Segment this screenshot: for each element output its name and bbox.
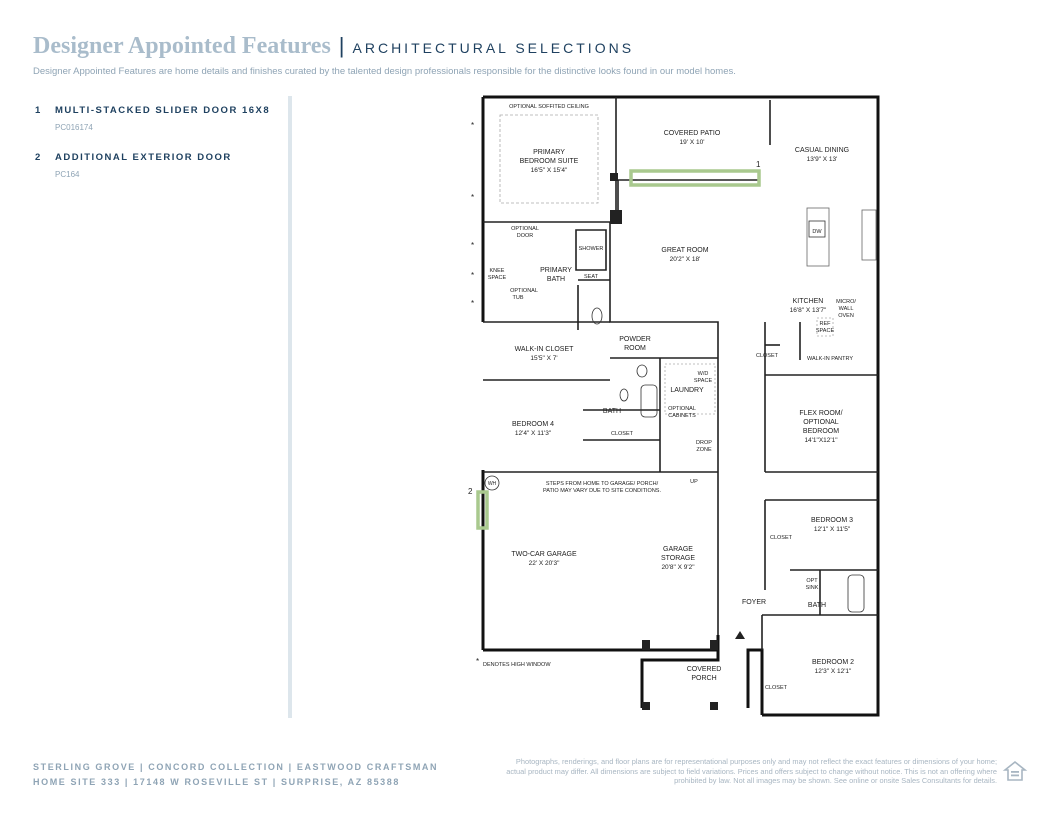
bedroom2-label-2: 12'3" X 12'1" <box>814 668 852 675</box>
micro-label-1: MICRO/ <box>836 299 856 305</box>
closet-label-bed2: CLOSET <box>764 685 788 691</box>
feature-number: 1 <box>35 105 41 116</box>
optional-cabinets-label-1: OPTIONAL <box>668 406 696 412</box>
soffit-label: OPTIONAL SOFFITED CEILING <box>509 104 589 110</box>
bath-label-1: BATH <box>602 408 622 415</box>
optional-door-label-2: DOOR <box>516 233 534 239</box>
intro-text: Designer Appointed Features are home details and finishes curated by the talented design professionals responsible for the distinctive looks found in our model homes. <box>33 66 736 77</box>
optional-door-label-1: OPTIONAL <box>511 226 539 232</box>
primary-bed-label-3: 16'5" X 15'4" <box>530 167 568 174</box>
entry-arrow <box>735 631 745 639</box>
feature-title: ADDITIONAL EXTERIOR DOOR <box>55 152 232 163</box>
laundry-label: LAUNDRY <box>670 387 704 394</box>
bath-label-2: BATH <box>807 602 827 609</box>
floor-plan <box>470 90 890 730</box>
foyer-label: FOYER <box>741 599 767 606</box>
covered-porch-label-2: PORCH <box>691 675 717 682</box>
feature-1-highlight <box>631 171 759 185</box>
closet-label-kitchen: CLOSET <box>755 353 779 359</box>
room-labels <box>488 104 857 691</box>
star-4: * <box>471 271 475 280</box>
casual-dining-label-1: CASUAL DINING <box>794 147 850 154</box>
feature-item-2 <box>35 147 232 179</box>
opt-sink-label-2: SINK <box>805 585 819 591</box>
bedroom3-label-2: 12'1" X 11'5" <box>813 526 851 533</box>
kitchen-counter <box>862 210 876 260</box>
wh-label: WH <box>487 481 497 487</box>
feature-code: PC016174 <box>55 123 93 132</box>
marker-2: 2 <box>468 487 473 496</box>
garage-storage-label-2: STORAGE <box>660 555 696 562</box>
garage-storage-label-3: 20'8" X 9'2" <box>661 564 695 571</box>
kitchen-label-2: 16'8" X 13'7" <box>789 307 827 314</box>
opt-sink-label-1: OPT <box>806 578 818 584</box>
star-1: * <box>471 121 475 130</box>
garage-label-2: 22' X 20'3" <box>528 560 560 567</box>
bath-toilet <box>620 389 628 401</box>
star-legend: * <box>476 657 480 666</box>
closet-label-bed4: CLOSET <box>610 431 634 437</box>
powder-label-1: POWDER <box>619 336 651 343</box>
bedroom3-label-1: BEDROOM 3 <box>810 517 854 524</box>
bath-tub-2 <box>848 575 864 612</box>
steps-note-2: PATIO MAY VARY DUE TO SITE CONDITIONS. <box>543 488 661 494</box>
up-label: UP <box>690 479 698 485</box>
walkin-pantry-label: WALK-IN PANTRY <box>806 356 854 362</box>
drop-zone-label-1: DROP <box>696 440 712 446</box>
feature-title: MULTI-STACKED SLIDER DOOR 16X8 <box>55 105 271 116</box>
page-header <box>33 33 634 60</box>
flex-label-3: BEDROOM <box>802 428 840 435</box>
primary-bath-label-2: BATH <box>546 276 566 283</box>
bedroom4-label-2: 12'4" X 11'3" <box>514 430 552 437</box>
knee-label-1: KNEE <box>489 268 505 274</box>
flex-label-2: OPTIONAL <box>803 419 839 426</box>
casual-dining-label-2: 13'9" X 13' <box>806 156 838 163</box>
footer-address <box>33 760 438 790</box>
star-2: * <box>471 193 475 202</box>
micro-label-3: OVEN <box>838 313 854 319</box>
kitchen-label-1: KITCHEN <box>792 298 824 305</box>
ref-label-1: REF <box>819 321 831 327</box>
micro-label-2: WALL <box>838 306 854 312</box>
knee-label-2: SPACE <box>487 275 507 281</box>
flex-label-1: FLEX ROOM/ <box>799 410 843 417</box>
ref-label-2: SPACE <box>815 328 835 334</box>
optional-cabinets-label-2: CABINETS <box>668 413 696 419</box>
walkin-closet-label-2: 15'5" X 7' <box>530 355 558 362</box>
covered-porch-label-1: COVERED <box>686 666 722 673</box>
steps-note-1: STEPS FROM HOME TO GARAGE/ PORCH/ <box>545 481 659 487</box>
divider-bar <box>288 96 292 718</box>
drop-zone-label-2: ZONE <box>696 447 712 453</box>
seat-label: SEAT <box>584 274 598 280</box>
page-title: Designer Appointed Features <box>33 33 331 59</box>
garage-label-1: TWO-CAR GARAGE <box>511 551 577 558</box>
feature-number: 2 <box>35 152 41 163</box>
feature-item-1 <box>35 100 270 132</box>
bedroom2-label-1: BEDROOM 2 <box>811 659 855 666</box>
powder-label-2: ROOM <box>624 345 646 352</box>
covered-patio-label-1: COVERED PATIO <box>663 130 721 137</box>
great-room-label-2: 20'2" X 18' <box>669 256 701 263</box>
star-5: * <box>471 299 475 308</box>
covered-patio-label-2: 19' X 10' <box>679 139 705 146</box>
flex-label-4: 14'1"X12'1" <box>804 437 838 444</box>
primary-bed-label-1: PRIMARY <box>533 149 565 156</box>
closet-label-bed3: CLOSET <box>769 535 793 541</box>
primary-bath-label-1: PRIMARY <box>540 267 572 274</box>
feature-code: PC164 <box>55 170 80 179</box>
shower-label: SHOWER <box>578 246 604 252</box>
dw-label: DW <box>812 229 822 235</box>
footer-line-1: STERLING GROVE | CONCORD COLLECTION | EASTWOOD CRAFTSMAN <box>33 762 439 772</box>
optional-tub-label-1: OPTIONAL <box>510 288 538 294</box>
primary-bed-label-2: BEDROOM SUITE <box>519 158 579 165</box>
marker-1: 1 <box>756 160 761 169</box>
walkin-closet-label-1: WALK-IN CLOSET <box>514 346 574 353</box>
footer-line-2: HOME SITE 333 | 17148 W ROSEVILLE ST | SURPRISE, AZ 85388 <box>33 777 400 787</box>
equal-housing-icon <box>1003 759 1027 783</box>
garage-storage-label-1: GARAGE <box>663 546 693 553</box>
great-room-label-1: GREAT ROOM <box>661 247 709 254</box>
wd-label-1: W/D <box>697 371 709 377</box>
page-subtitle: ARCHITECTURAL SELECTIONS <box>352 40 635 56</box>
powder-toilet <box>637 365 647 377</box>
wd-label-2: SPACE <box>693 378 713 384</box>
high-window-legend: DENOTES HIGH WINDOW <box>483 662 551 668</box>
footer-disclaimer: Photographs, renderings, and floor plans are for representational purposes only and may not reflect the exact features or dimensions of your home; actual product may differ. All dimensions are subject to field variations. Prices and offers subject to change without notice. This is not an offering where prohibited by law. Not all images may be shown. See online or onsite Sales Consultants for details. <box>506 757 997 785</box>
optional-tub-label-2: TUB <box>512 295 524 301</box>
title-separator: | <box>338 33 345 58</box>
star-3: * <box>471 241 475 250</box>
bath-tub <box>641 385 657 417</box>
bedroom4-label-1: BEDROOM 4 <box>511 421 555 428</box>
